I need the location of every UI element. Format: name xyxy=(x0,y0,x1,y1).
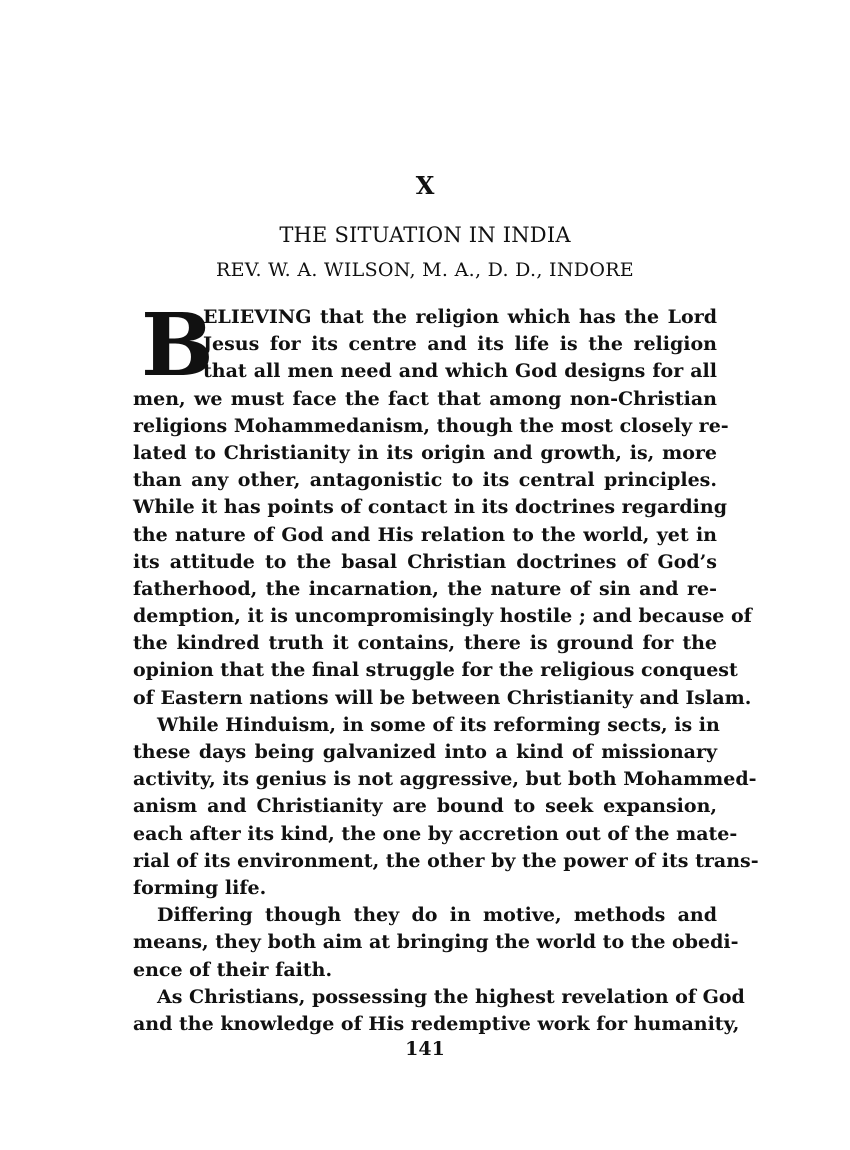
text-line: lated to Christianity in its origin and growth, is, more xyxy=(133,441,717,464)
text-line: these days being galvanized into a kind of missionary xyxy=(133,741,717,763)
body-text xyxy=(133,295,759,1038)
text-line: Differing though they do in motive, methods and xyxy=(157,904,717,927)
text-line: opinion that the final struggle for the religious conquest xyxy=(133,659,738,682)
text-line: means, they both aim at bringing the world to the obedi- xyxy=(133,931,739,954)
opening-paragraph-start xyxy=(133,295,717,396)
text-line: forming life. xyxy=(133,876,267,899)
page-number: 141 xyxy=(405,1038,445,1060)
text-line: ence of their faith. xyxy=(133,958,333,981)
drop-cap: B xyxy=(141,295,214,396)
text-line: ELIEVING that the religion which has the Lord xyxy=(203,306,717,328)
text-line: While it has points of contact in its doctrines regarding xyxy=(133,496,727,519)
author-line: REV. W. A. WILSON, M. A., D. D., INDORE xyxy=(216,259,634,281)
text-line: than any other, antagonistic to its central principles. xyxy=(133,469,717,492)
text-line: While Hinduism, in some of its reforming sects, is in xyxy=(157,713,720,736)
chapter-number: X xyxy=(415,171,435,200)
text-line: rial of its environment, the other by the power of its trans- xyxy=(133,849,759,872)
text-line: Jesus for its centre and its life is the religion xyxy=(203,333,717,356)
text-line: and the knowledge of His redemptive work for humanity, xyxy=(133,1012,740,1035)
text-line: activity, its genius is not aggressive, but both Mohammed- xyxy=(133,768,757,791)
text-line: As Christians, possessing the highest revelation of God xyxy=(157,985,745,1008)
text-line: its attitude to the basal Christian doctrines of God’s xyxy=(133,550,717,573)
text-line: fatherhood, the incarnation, the nature of sin and re- xyxy=(133,577,717,600)
text-line: religions Mohammedanism, though the most closely re- xyxy=(133,414,729,437)
text-line: each after its kind, the one by accretion out of the mate- xyxy=(133,822,738,845)
text-line: of Eastern nations will be between Christianity and Islam. xyxy=(133,686,752,709)
text-line: demption, it is uncompromisingly hostile ; and because of xyxy=(133,605,752,628)
text-line: the kindred truth it contains, there is ground for the xyxy=(133,632,717,655)
text-line: anism and Christianity are bound to seek expansion, xyxy=(133,795,717,818)
chapter-title: THE SITUATION IN INDIA xyxy=(279,223,571,247)
text-line: the nature of God and His relation to the world, yet in xyxy=(133,523,717,546)
text-line: men, we must face the fact that among non-Christian xyxy=(133,387,717,410)
text-line: that all men need and which God designs for all xyxy=(203,360,717,383)
